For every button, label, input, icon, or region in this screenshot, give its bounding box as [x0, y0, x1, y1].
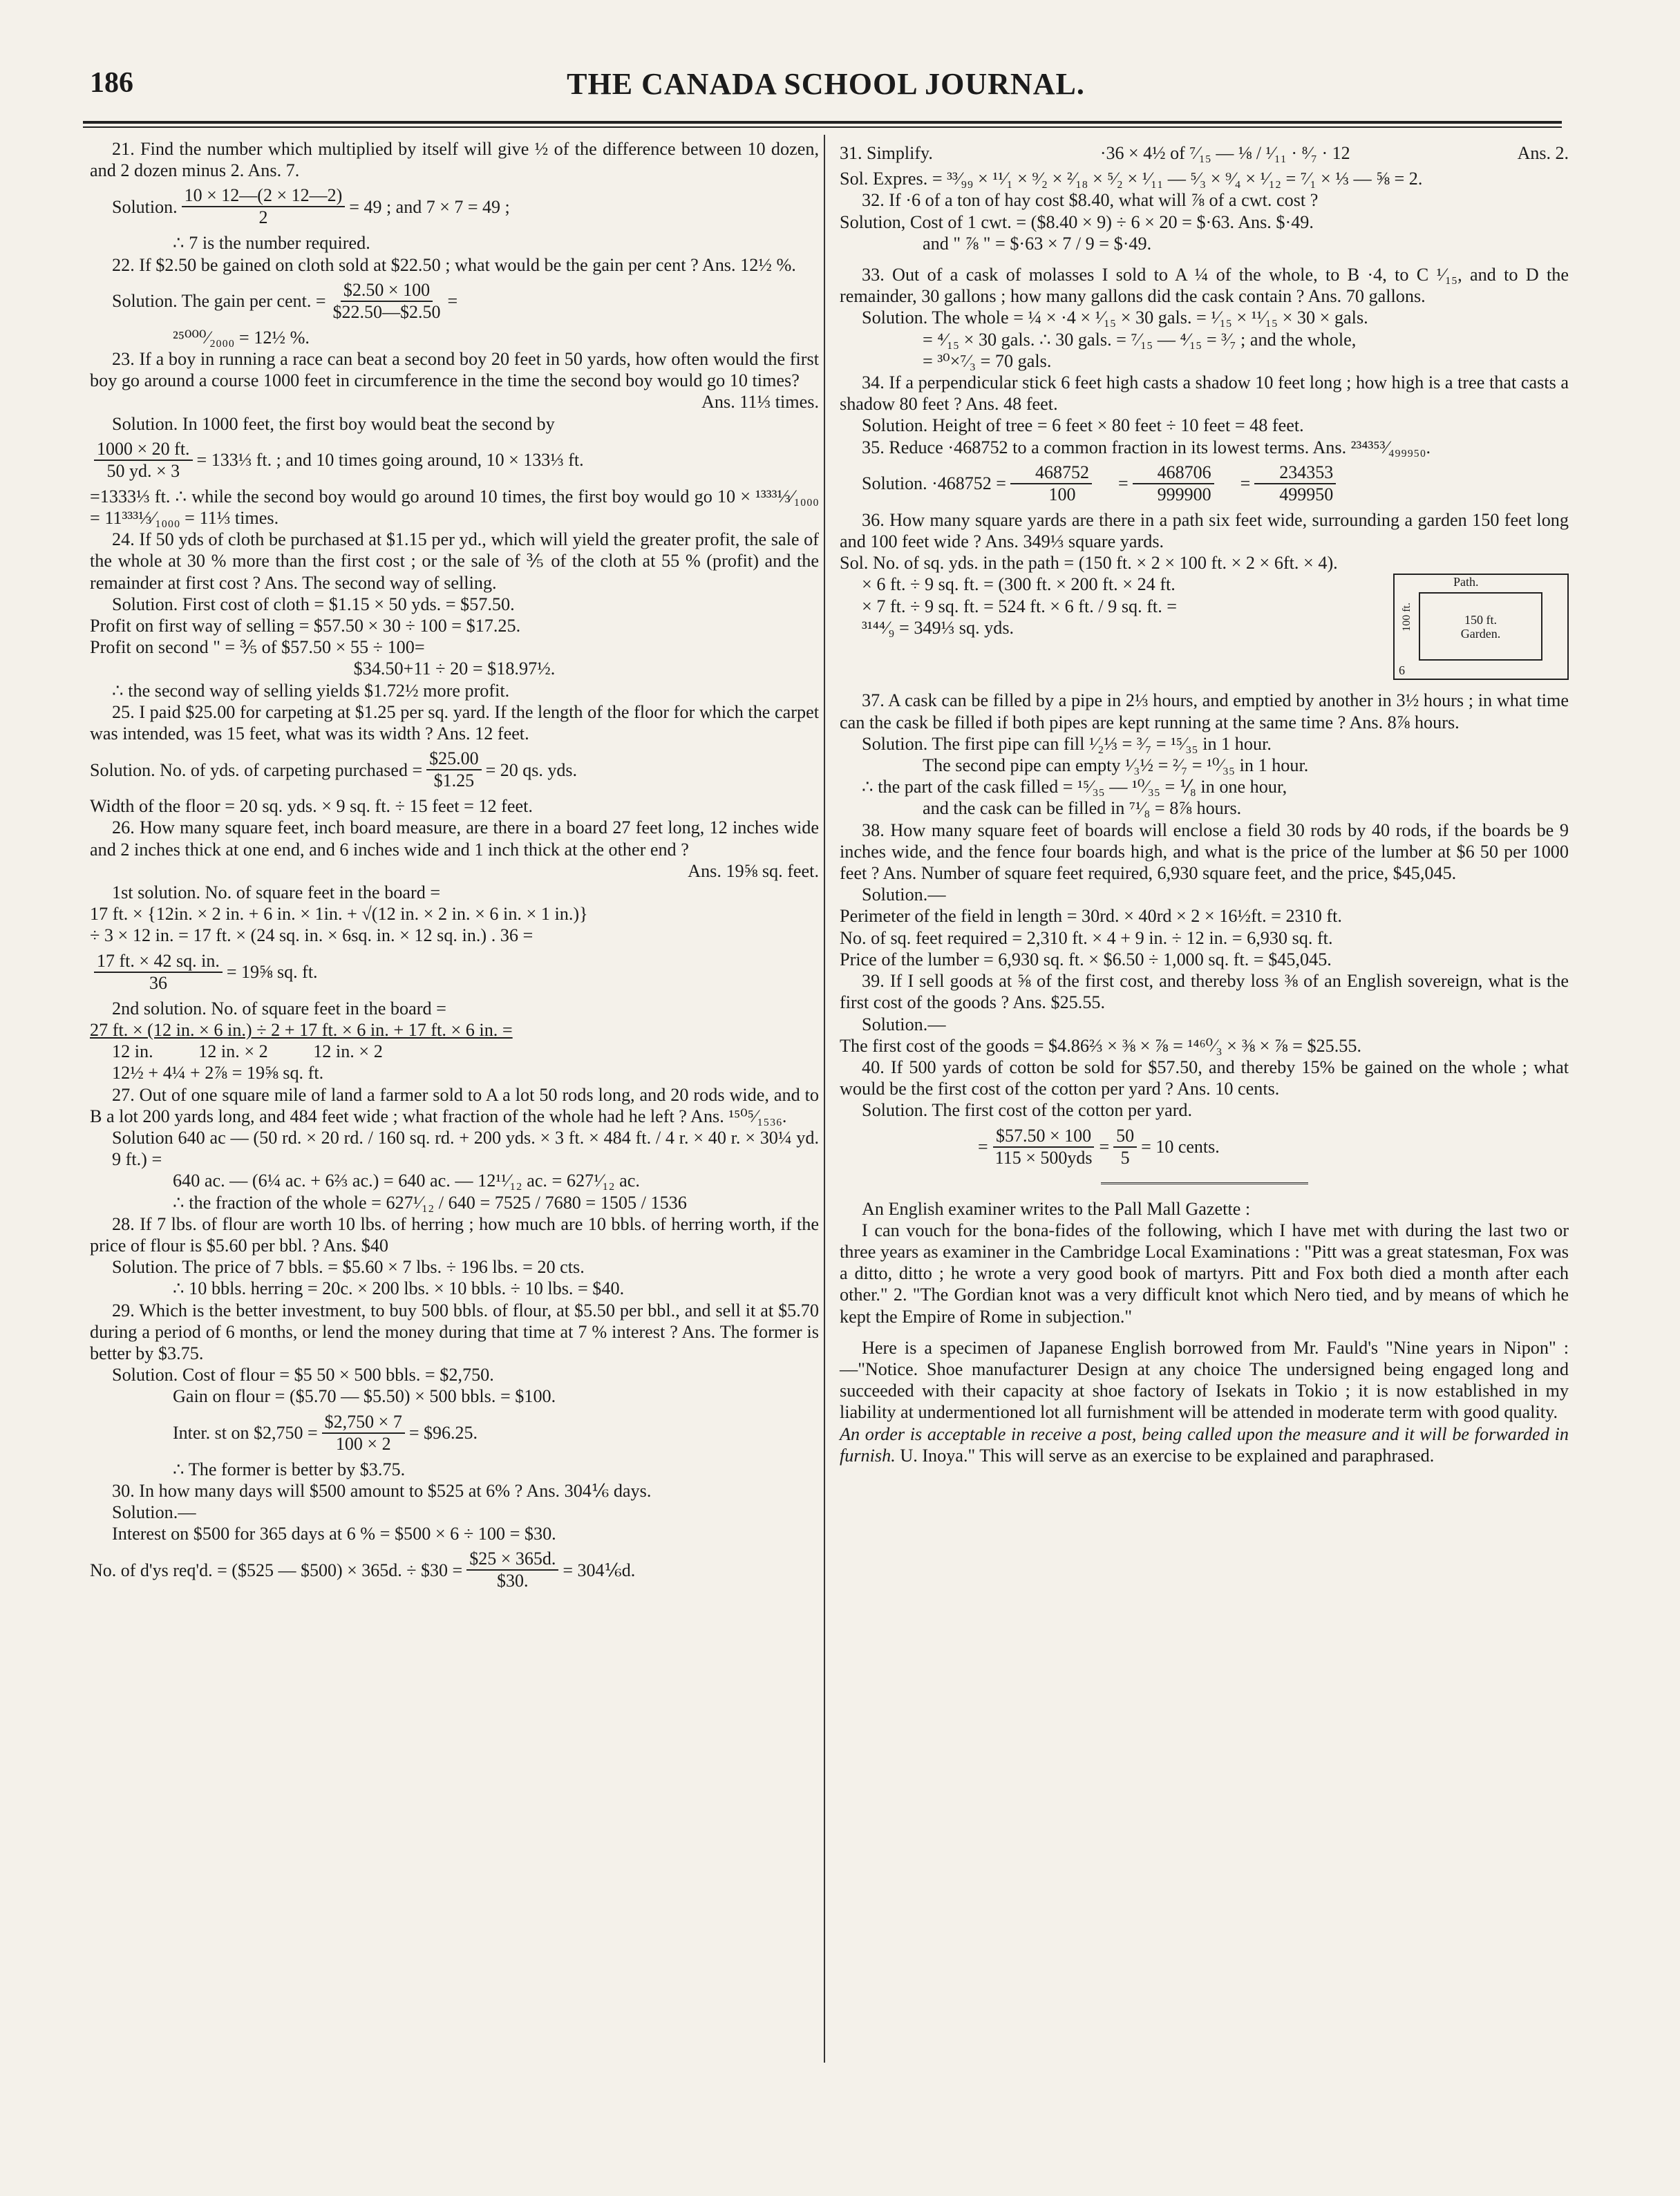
path-width-label: 6 — [1399, 663, 1405, 678]
problem-36: 36. How many square yards are there in a path six feet wide, surrounding a garden 150 feet long and 100 feet wide ? Ans. 349⅓ square yards. — [840, 509, 1569, 552]
denominator: 50 yd. × 3 — [106, 460, 180, 481]
japanese-english-body: Here is a specimen of Japanese English borrowed from Mr. Fauld's "Nine years in Nipon" :—"Notice. Shoe manufacturer Design at any choice The undersigned being engaged long and succeeded with their capacity at shoe factory of Isekats in Tokio ; it is now established in my liability at undermentioned lot all furnishment will be attended in moderate term with good quality. — [840, 1337, 1569, 1423]
denominator: 2 — [258, 207, 268, 228]
solution-37-4: and the cask can be filled in ⁷¹⁄₈ = 8⅞ hours. — [923, 798, 1242, 819]
numerator: 234353 — [1254, 462, 1336, 484]
solution-label: Solution. ·468752 = — [862, 473, 1006, 494]
page-header — [90, 66, 1562, 108]
solution-39-1: The first cost of the goods = $4.86⅔ × ⅜ × ⅞ = ¹⁴⁶⁰⁄₃ × ⅜ × ⅞ = $25.55. — [840, 1035, 1362, 1056]
denominator: $1.25 — [433, 770, 475, 791]
solution-37-3: ∴ the part of the cask filled = ¹⁵⁄₃₅ — ¹⁰⁄₃₅ = ⅟₈ in one hour, — [862, 777, 1287, 797]
garden-diagram — [1393, 574, 1569, 680]
equals: = — [1117, 473, 1129, 494]
denominator: 5 — [1120, 1147, 1130, 1168]
solution-30-3 — [90, 1549, 819, 1591]
fraction — [94, 951, 223, 994]
denominator: 36 — [149, 972, 167, 993]
solution-38-1: Perimeter of the field in length = 30rd. × 40rd × 2 × 16½ft. = 2310 ft. — [840, 906, 1342, 927]
solution-32-1: Solution, Cost of 1 cwt. = ($8.40 × 9) ÷ 6 × 20 = $·63. Ans. $·49. — [840, 211, 1314, 232]
solution-28-2: ∴ 10 bbls. herring = 20c. × 200 lbs. × 10 bbls. ÷ 10 lbs. = $40. — [173, 1278, 625, 1299]
solution-label: Inter. st on $2,750 = — [173, 1422, 318, 1443]
solution-30-2: Interest on $500 for 365 days at 6 % = $500 × 6 ÷ 100 = $30. — [112, 1524, 556, 1544]
solution-38-3: Price of the lumber = 6,930 sq. ft. × $6.50 ÷ 1,000 sq. ft. = $45,045. — [840, 949, 1332, 969]
solution-27-b: 640 ac. — (6¼ ac. + 6⅔ ac.) = 640 ac. — 12¹¹⁄₁₂ ac. = 627¹⁄₁₂ ac. — [173, 1171, 640, 1191]
solution-rest: = 49 ; and 7 × 7 = 49 ; — [349, 196, 510, 217]
conclusion-29: ∴ The former is better by $3.75. — [173, 1459, 406, 1479]
solution-rest: = $96.25. — [408, 1422, 478, 1443]
solution-24-line4: $34.50+11 ÷ 20 = $18.97½. — [353, 659, 556, 679]
solution-rest: = 20 qs. yds. — [485, 759, 578, 780]
solution-37-2: The second pipe can empty ¹⁄₃½ = ²⁄₇ = ¹⁰⁄₃₅ in 1 hour. — [923, 755, 1309, 776]
numerator: $57.50 × 100 — [993, 1126, 1094, 1148]
solution-rest: = 19⅝ sq. ft. — [226, 962, 318, 983]
solution-24-line2: Profit on first way of selling = $57.50 × 30 ÷ 100 = $17.25. — [90, 616, 521, 636]
conclusion-21: ∴ 7 is the number required. — [173, 233, 370, 254]
problem-31-expression: ·36 × 4½ of ⁷⁄₁₅ — ⅛ / ¹⁄₁₁ · ⁸⁄₇ · 12 — [1099, 143, 1350, 163]
solution-26-2c: 12 in. 12 in. × 2 12 in. × 2 — [112, 1041, 383, 1062]
solution-40-eq — [840, 1126, 1569, 1168]
solution-21 — [90, 185, 819, 228]
solution-23-eq — [90, 439, 819, 482]
denominator: 499950 — [1279, 484, 1334, 504]
denominator: 100 × 2 — [335, 1433, 391, 1454]
solution-35 — [840, 462, 1569, 505]
problem-31 — [840, 142, 1569, 164]
solution-36-3: × 7 ft. ÷ 9 sq. ft. = 524 ft. × 6 ft. / 9 sq. ft. = — [862, 596, 1178, 616]
equals: = — [978, 1136, 988, 1157]
gazette-body: I can vouch for the bona-fides of the following, which I have met with during the last two or three years as examiner in the Cambridge Local Examinations : "Pitt was a great statesman, Fox was a ditto, ditto ; he wrote a very good book of martyrs. Pitt and Fox both died a month after each other." 2. "The Gordian knot was a very difficult knot which Nero tied, and by means of which he kept the Empire of Rome in subjection." — [840, 1220, 1569, 1327]
equals: = — [1099, 1136, 1110, 1157]
numerator: 468706 — [1133, 462, 1214, 484]
problem-21: 21. Find the number which multiplied by itself will give ½ of the difference between 10 dozen, and 2 dozen minus 2. Ans. 7. — [90, 139, 819, 181]
garden-width-label: 100 ft. — [1401, 603, 1413, 632]
fraction — [322, 1412, 405, 1455]
solution-label: Solution. — [112, 196, 178, 217]
japanese-english-sign: U. Inoya." This will serve as an exercise to be explained and paraphrased. — [900, 1445, 1435, 1466]
right-column — [840, 138, 1569, 1466]
solution-37-1: Solution. The first pipe can fill ¹⁄₂⅓ = ³⁄₇ = ¹⁵⁄₃₅ in 1 hour. — [862, 733, 1272, 754]
fraction — [94, 439, 193, 482]
solution-28-1: Solution. The price of 7 bbls. = $5.60 × 7 lbs. ÷ 196 lbs. = 20 cts. — [112, 1257, 585, 1278]
garden-inner — [1419, 592, 1542, 661]
problem-39: 39. If I sell goods at ⅝ of the first cost, and thereby loss ⅜ of an English sovereign, what is the first cost of the goods ? Ans. $25.55. — [840, 971, 1569, 1013]
solution-22-line2: ²⁵⁰⁰⁰⁄₂₀₀₀ = 12½ %. — [173, 327, 310, 348]
problem-27: 27. Out of one square mile of land a farmer sold to A a lot 50 rods long, and 20 rods wide, and to B a lot 200 yards long, and 484 feet wide ; what fraction of the whole had he left ? Ans. ¹⁵⁰⁵⁄₁₅₃₆. — [90, 1084, 819, 1126]
solution-33-1: Solution. The whole = ¼ × ·4 × ¹⁄₁₅ × 30 gals. = ¹⁄₁₅ × ¹¹⁄₁₅ × 30 × gals. — [862, 307, 1368, 328]
solution-40: Solution. The first cost of the cotton per yard. — [862, 1100, 1193, 1121]
fraction — [182, 185, 346, 228]
solution-25-line2: Width of the floor = 20 sq. yds. × 9 sq. ft. ÷ 15 feet = 12 feet. — [90, 796, 533, 817]
solution-29-2: Gain on flour = ($5.70 — $5.50) × 500 bbls. = $100. — [173, 1386, 556, 1407]
numerator: 1000 × 20 ft. — [94, 439, 193, 461]
solution-rest: = 133⅓ ft. ; and 10 times going around, 10 × 133⅓ ft. — [196, 450, 584, 471]
numerator: 10 × 12—(2 × 12—2) — [182, 185, 346, 207]
answer-23: Ans. 11⅓ times. — [701, 392, 819, 413]
numerator: $2.50 × 100 — [341, 280, 433, 302]
fraction — [330, 280, 444, 323]
problem-31-label: 31. Simplify. — [840, 143, 933, 163]
gazette-intro: An English examiner writes to the Pall Mall Gazette : — [862, 1198, 1251, 1219]
left-column — [90, 138, 819, 1596]
solution-26-2: 2nd solution. No. of square feet in the board = — [112, 998, 446, 1019]
solution-rest: = 304⅙d. — [563, 1560, 636, 1580]
solution-25 — [90, 748, 819, 791]
conclusion-24: ∴ the second way of selling yields $1.72½ more profit. — [112, 680, 510, 701]
solution-label: Solution. The gain per cent. = — [112, 291, 326, 312]
fraction — [1254, 462, 1336, 505]
path-label: Path. — [1453, 575, 1479, 589]
solution-26-2d: 12½ + 4¼ + 2⅞ = 19⅝ sq. ft. — [112, 1063, 324, 1083]
solution-29-3 — [90, 1412, 819, 1455]
japanese-english-italic: An order is acceptable in receive a post, being called upon the measure and it will be forwarded in furnish. — [840, 1423, 1569, 1466]
solution-29-1: Solution. Cost of flour = $5 50 × 500 bbls. = $2,750. — [112, 1365, 494, 1385]
numerator: 17 ft. × 42 sq. in. — [94, 951, 223, 973]
solution-38: Solution.— — [862, 884, 946, 905]
problem-37: 37. A cask can be filled by a pipe in 2⅓ hours, and emptied by another in 3½ hours ; in what time can the cask be filled if both pipes are kept running at the same time ? Ans. 8⅞ hours. — [840, 690, 1569, 732]
fraction — [1133, 462, 1214, 505]
problem-26: 26. How many square feet, inch board measure, are there in a board 27 feet long, 12 inches wide and 2 inches thick at one end, and 6 inches wide and 1 inch thick at the other end ? — [90, 817, 819, 860]
solution-36-lines — [840, 574, 1379, 638]
problem-40: 40. If 500 yards of cotton be sold for $57.50, and thereby 15% be gained on the whole ; what would be the first cost of the cotton per yard ? Ans. 10 cents. — [840, 1057, 1569, 1099]
fraction — [1010, 462, 1092, 505]
solution-27-c: ∴ the fraction of the whole = 627¹⁄₁₂ / 640 = 7525 / 7680 = 1505 / 1536 — [173, 1192, 687, 1213]
solution-38-2: No. of sq. feet required = 2,310 ft. × 4 + 9 in. ÷ 12 in. = 6,930 sq. ft. — [840, 927, 1333, 948]
problem-23: 23. If a boy in running a race can beat a second boy 20 feet in 50 yards, how often would the first boy go around a course 1000 feet in circumference in the time the second boy would go 10 times? — [90, 349, 819, 391]
solution-32-2: and " ⅞ " = $·63 × 7 / 9 = $·49. — [923, 233, 1152, 254]
column-divider — [824, 135, 825, 2063]
problem-25: 25. I paid $25.00 for carpeting at $1.25 per sq. yard. If the length of the floor for which the carpet was intended, was 15 feet, what was its width ? Ans. 12 feet. — [90, 701, 819, 744]
denominator: 115 × 500yds — [994, 1147, 1093, 1168]
problem-28: 28. If 7 lbs. of flour are worth 10 lbs. of herring ; how much are 10 bbls. of herring worth, if the price of flour is $5.60 per bbl. ? Ans. $40 — [90, 1213, 819, 1256]
solution-26-1: 1st solution. No. of square feet in the board = — [112, 882, 441, 903]
solution-26-2b: 27 ft. × (12 in. × 6 in.) ÷ 2 + 17 ft. × 6 in. + 17 ft. × 6 in. = — [90, 1019, 513, 1040]
page-number: 186 — [90, 67, 133, 99]
solution-label: Solution. No. of yds. of carpeting purchased = — [90, 759, 423, 780]
numerator: $25 × 365d. — [466, 1549, 558, 1571]
problem-34: 34. If a perpendicular stick 6 feet high casts a shadow 10 feet long ; how high is a tree that casts a shadow 80 feet ? Ans. 48 feet. — [840, 372, 1569, 415]
header-rule — [83, 121, 1562, 124]
solution-23-line3: =1333⅓ ft. ∴ while the second boy would go around 10 times, the first boy would go 10 × ¹³³³⅓⁄₁₀₀₀ = 11³³³⅓⁄₁₀₀₀ = 11⅓ times. — [90, 486, 819, 529]
solution-26-1b: 17 ft. × {12in. × 2 in. + 6 in. × 1in. + √(12 in. × 2 in. × 6 in. × 1 in.)} — [90, 904, 588, 925]
denominator: $22.50—$2.50 — [332, 301, 441, 322]
header-rule-thin — [83, 126, 1562, 128]
solution-34: Solution. Height of tree = 6 feet × 80 feet ÷ 10 feet = 48 feet. — [862, 415, 1304, 436]
solution-36-1: Sol. No. of sq. yds. in the path = (150 ft. × 2 × 100 ft. × 2 × 6ft. × 4). — [840, 553, 1338, 574]
solution-36-4: ³¹⁴⁴⁄₉ = 349⅓ sq. yds. — [862, 617, 1014, 638]
fraction — [426, 748, 482, 791]
problem-24: 24. If 50 yds of cloth be purchased at $1.15 per yd., which will yield the greater profit, the sale of the whole at 30 % more than the first cost ; or the sale of ⅗ of the cloth at 55 % (profit) and the remainder at first cost ? Ans. The second way of selling. — [90, 529, 819, 593]
answer-31: Ans. 2. — [1517, 143, 1569, 163]
solution-36-2: × 6 ft. ÷ 9 sq. ft. = (300 ft. × 200 ft. × 24 ft. — [862, 574, 1176, 595]
problem-30: 30. In how many days will $500 amount to $525 at 6% ? Ans. 304⅙ days. — [112, 1480, 652, 1501]
solution-27-a: Solution 640 ac — (50 rd. × 20 rd. / 160 sq. rd. + 200 yds. × 3 ft. × 484 ft. / 4 r. × 40 r. × 30¼ yd. 9 ft.) = — [112, 1127, 819, 1170]
solution-22 — [90, 280, 819, 323]
problem-38: 38. How many square feet of boards will enclose a field 30 rods by 40 rods, if the boards be 9 inches wide, and the fence four boards high, and what is the price of the lumber at $6 50 per 1000 feet ? Ans. Number of square feet required, 6,930 square feet, and the price, $45,045. — [840, 820, 1569, 884]
answer-26: Ans. 19⅝ sq. feet. — [688, 860, 819, 881]
numerator: 468752 — [1010, 462, 1092, 484]
solution-30: Solution.— — [112, 1502, 196, 1522]
denominator: $30. — [497, 1571, 529, 1591]
garden-length-label: 150 ft. — [1464, 612, 1497, 627]
garden-label: Garden. — [1460, 626, 1501, 641]
solution-26-1c: ÷ 3 × 12 in. = 17 ft. × (24 sq. in. × 6sq. in. × 12 sq. in.) . 36 = — [90, 925, 534, 946]
solution-rest: = — [447, 291, 458, 312]
solution-26-1d — [90, 951, 819, 994]
problem-32: 32. If ·6 of a ton of hay cost $8.40, what will ⅞ of a cwt. cost ? — [862, 190, 1319, 211]
equals: = — [1240, 473, 1251, 494]
solution-24-line3: Profit on second " = ⅗ of $57.50 × 55 ÷ 100= — [90, 637, 425, 658]
solution-31: Sol. Expres. = ³³⁄₉₉ × ¹¹⁄₁ × ⁹⁄₂ × ²⁄₁₈ × ⁵⁄₂ × ¹⁄₁₁ — ⁵⁄₃ × ⁹⁄₄ × ¹⁄₁₂ = ⁷⁄₁ × ⅓ — ⅝ = 2. — [840, 169, 1423, 189]
journal-title: THE CANADA SCHOOL JOURNAL. — [567, 67, 1085, 101]
solution-39: Solution.— — [862, 1014, 946, 1034]
solution-33-3: = ³⁰×⁷⁄₃ = 70 gals. — [923, 350, 1052, 371]
problem-33: 33. Out of a cask of molasses I sold to A ¼ of the whole, to B ·4, to C ¹⁄₁₅, and to D the remainder, 30 gallons ; how many gallons did the cask contain ? Ans. 70 gallons. — [840, 265, 1569, 307]
numerator: $2,750 × 7 — [322, 1412, 405, 1434]
fraction — [992, 1126, 1095, 1168]
solution-23: Solution. In 1000 feet, the first boy would beat the second by — [112, 413, 555, 434]
problem-35: 35. Reduce ·468752 to a common fraction in its lowest terms. Ans. ²³⁴³⁵³⁄₄₉₉₉₅₀. — [862, 437, 1431, 457]
solution-36-block — [840, 574, 1569, 680]
problem-22: 22. If $2.50 be gained on cloth sold at $22.50 ; what would be the gain per cent ? Ans. 12½ %. — [112, 254, 796, 275]
solution-33-2: = ⁴⁄₁₅ × 30 gals. ∴ 30 gals. = ⁷⁄₁₅ — ⁴⁄₁₅ = ³⁄₇ ; and the whole, — [923, 329, 1357, 350]
problem-29: 29. Which is the better investment, to buy 500 bbls. of flour, at $5.50 per bbl., and sell it at $5.70 during a period of 6 months, or lend the money during that time at 7 % interest ? Ans. The former is better by $3.75. — [90, 1300, 819, 1363]
numerator: $25.00 — [426, 748, 482, 770]
numerator: 50 — [1113, 1126, 1137, 1148]
solution-label: No. of d'ys req'd. = ($525 — $500) × 365d. ÷ $30 = — [90, 1560, 463, 1580]
denominator: 100 — [1048, 484, 1076, 504]
solution-24-line1: Solution. First cost of cloth = $1.15 × 50 yds. = $57.50. — [112, 594, 515, 614]
fraction — [1113, 1126, 1137, 1168]
solution-rest: = 10 cents. — [1141, 1136, 1220, 1157]
fraction — [466, 1549, 558, 1591]
denominator: 999900 — [1157, 484, 1211, 504]
section-separator — [1101, 1182, 1308, 1184]
